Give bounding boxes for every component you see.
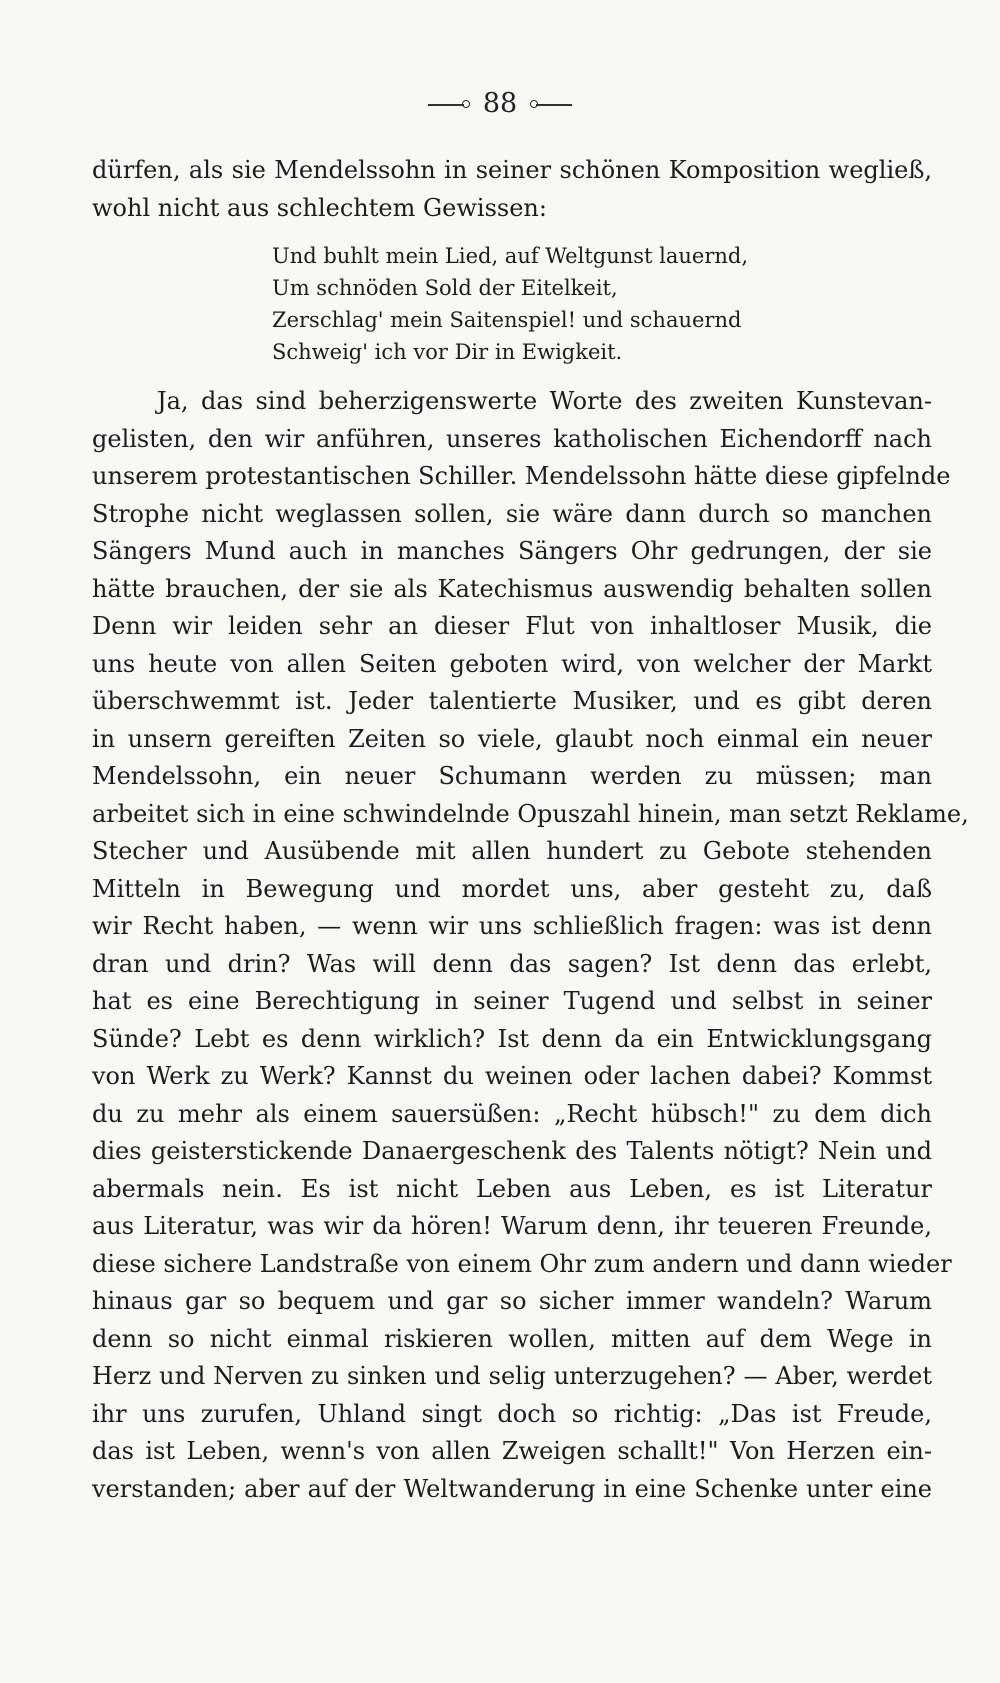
- text-line: Stecher und Ausübende mit allen hundert zu Gebote stehenden: [92, 837, 932, 865]
- text-line: hätte brauchen, der sie als Katechismus auswendig behalten sollen: [92, 574, 932, 603]
- ornament-left: [428, 104, 464, 106]
- text-line: dürfen, als sie Mendelssohn in seiner schönen Komposition wegließ,: [92, 156, 932, 184]
- ornament-right: [536, 104, 572, 106]
- text-line: diese sichere Landstraße von einem Ohr zum andern und dann wieder: [92, 1249, 952, 1278]
- text-line: unserem protestantischen Schiller. Mendelssohn hätte diese gipfelnde: [92, 462, 951, 490]
- text-line: in unsern gereiften Zeiten so viele, glaubt noch einmal ein neuer: [92, 724, 932, 753]
- text-line: dran und drin? Was will denn das sagen? Ist denn das erlebt,: [92, 949, 932, 978]
- text-line: Strophe nicht weglassen sollen, sie wäre dann durch so manchen: [92, 499, 932, 528]
- text-line: ihr uns zurufen, Uhland singt doch so richtig: „Das ist Freude,: [92, 1399, 932, 1428]
- text-line: Ja, das sind beherzigenswerte Worte des zweiten Kunstevan-: [157, 387, 932, 415]
- poem-verse: Und buhlt mein Lied, auf Weltgunst lauernd,: [272, 244, 749, 268]
- text-line: Mendelssohn, ein neuer Schumann werden zu müssen; man: [92, 762, 932, 790]
- text-line: hinaus gar so bequem und gar so sicher immer wandeln? Warum: [92, 1287, 932, 1315]
- text-line: du zu mehr als einem sauersüßen: „Recht hübsch!" zu dem dich: [92, 1099, 932, 1128]
- text-line: Denn wir leiden sehr an dieser Flut von inhaltloser Musik, die: [92, 612, 932, 640]
- text-line: hat es eine Berechtigung in seiner Tugend und selbst in seiner: [92, 987, 932, 1015]
- text-line: gelisten, den wir anführen, unseres katholischen Eichendorff nach: [92, 424, 932, 453]
- page-header: [0, 88, 1000, 119]
- text-line: uns heute von allen Seiten geboten wird, von welcher der Markt: [92, 649, 932, 678]
- poem-verse: Zerschlag' mein Saitenspiel! und schauernd: [272, 308, 742, 332]
- text-line: Herz und Nerven zu sinken und selig unterzugehen? — Aber, werdet: [92, 1362, 932, 1390]
- text-line: überschwemmt ist. Jeder talentierte Musiker, und es gibt deren: [92, 687, 932, 715]
- text-line: Sünde? Lebt es denn wirklich? Ist denn da ein Entwicklungsgang: [92, 1024, 932, 1053]
- text-line: aus Literatur, was wir da hören! Warum denn, ihr teueren Freunde,: [92, 1212, 932, 1240]
- opening-text: [92, 152, 932, 227]
- text-line: abermals nein. Es ist nicht Leben aus Leben, es ist Literatur: [92, 1174, 932, 1203]
- text-line: von Werk zu Werk? Kannst du weinen oder lachen dabei? Kommst: [92, 1062, 932, 1090]
- text-line: denn so nicht einmal riskieren wollen, mitten auf dem Wege in: [92, 1324, 932, 1353]
- poem-verse: Um schnöden Sold der Eitelkeit,: [272, 276, 618, 300]
- text-line: arbeitet sich in eine schwindelnde Opuszahl hinein, man setzt Reklame,: [92, 799, 969, 828]
- poem-quote: [272, 240, 832, 368]
- page-number: 88: [482, 88, 518, 119]
- text-line: Sängers Mund auch in manches Sängers Ohr gedrungen, der sie: [92, 537, 932, 565]
- text-line: dies geisterstickende Danaergeschenk des Talents nötigt? Nein und: [92, 1137, 932, 1165]
- main-paragraph: [92, 383, 969, 1508]
- text-line: verstanden; aber auf der Weltwanderung in eine Schenke unter eine: [92, 1474, 932, 1503]
- poem-verse: Schweig' ich vor Dir in Ewigkeit.: [272, 340, 623, 364]
- text-line: wir Recht haben, — wenn wir uns schließlich fragen: was ist denn: [92, 912, 932, 940]
- text-line: wohl nicht aus schlechtem Gewissen:: [92, 193, 547, 222]
- text-line: Mitteln in Bewegung und mordet uns, aber gesteht zu, daß: [92, 874, 932, 903]
- text-line: das ist Leben, wenn's von allen Zweigen schallt!" Von Herzen ein-: [92, 1437, 932, 1465]
